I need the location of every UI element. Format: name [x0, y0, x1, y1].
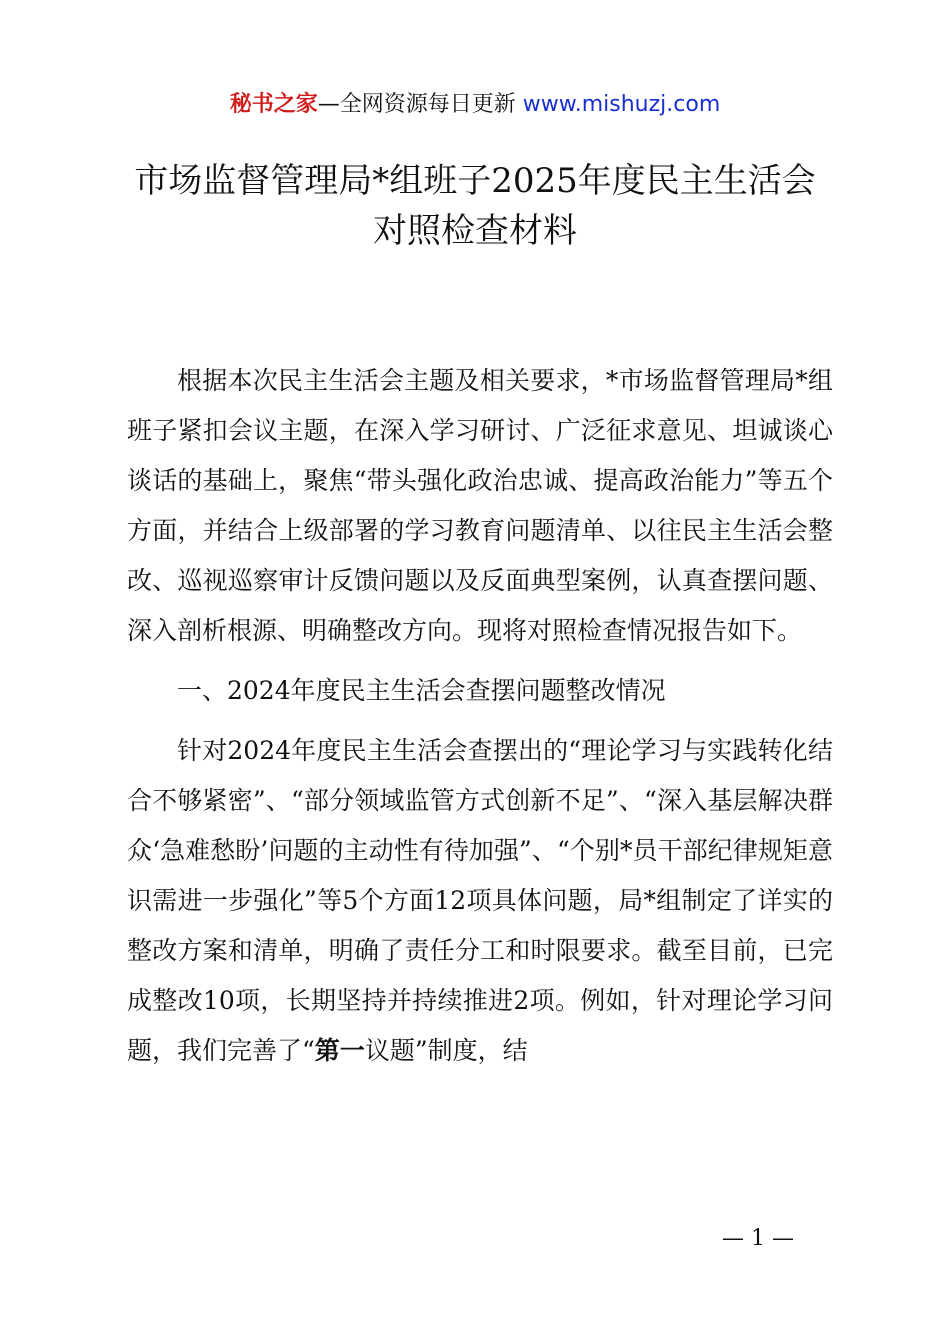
page-number: — 1 —	[722, 1226, 794, 1251]
document-title	[60, 156, 890, 256]
document-body	[127, 356, 833, 1076]
body-paragraph-2	[127, 726, 833, 1076]
title-line-1: 市场监督管理局*组班子2025年度民主生活会	[134, 161, 816, 201]
paragraph-2-text: 针对2024年度民主生活会查摆出的“理论学习与实践转化结合不够紧密”、“部分领域监管方式创新不足”、“深入基层解决群众‘急难愁盼’问题的主动性有待加强”、“个别*员干部纪律规矩意识需进一步强化”等5个方面12项具体问题，局*组制定了详实的整改方案和清单，明确了责任分工和时限要求。截至目前，已完成整改10项，长期坚持并持续推进2项。例如，针对理论学习问题，我们完善了“	[127, 736, 833, 1065]
site-url-link[interactable]: www.mishuzj.com	[522, 92, 721, 117]
intro-paragraph: 根据本次民主生活会主题及相关要求，*市场监督管理局*组班子紧扣会议主题，在深入学习研讨、广泛征求意见、坦诚谈心谈话的基础上，聚焦“带头强化政治忠诚、提高政治能力”等五个方面，并结合上级部署的学习教育问题清单、以往民主生活会整改、巡视巡察审计反馈问题以及反面典型案例，认真查摆问题、深入剖析根源、明确整改方向。现将对照检查情况报告如下。	[127, 366, 833, 645]
section-heading-1: 一、2024年度民主生活会查摆问题整改情况	[177, 676, 666, 705]
title-line-2: 对照检查材料	[373, 211, 577, 251]
site-header	[0, 88, 950, 122]
paragraph-2-bold-text: 第一	[314, 1036, 365, 1065]
brand-name: 秘书之家	[229, 92, 318, 117]
paragraph-2-text-end: 议题”制度，结	[364, 1036, 528, 1065]
header-tagline: —全网资源每日更新	[317, 92, 516, 117]
